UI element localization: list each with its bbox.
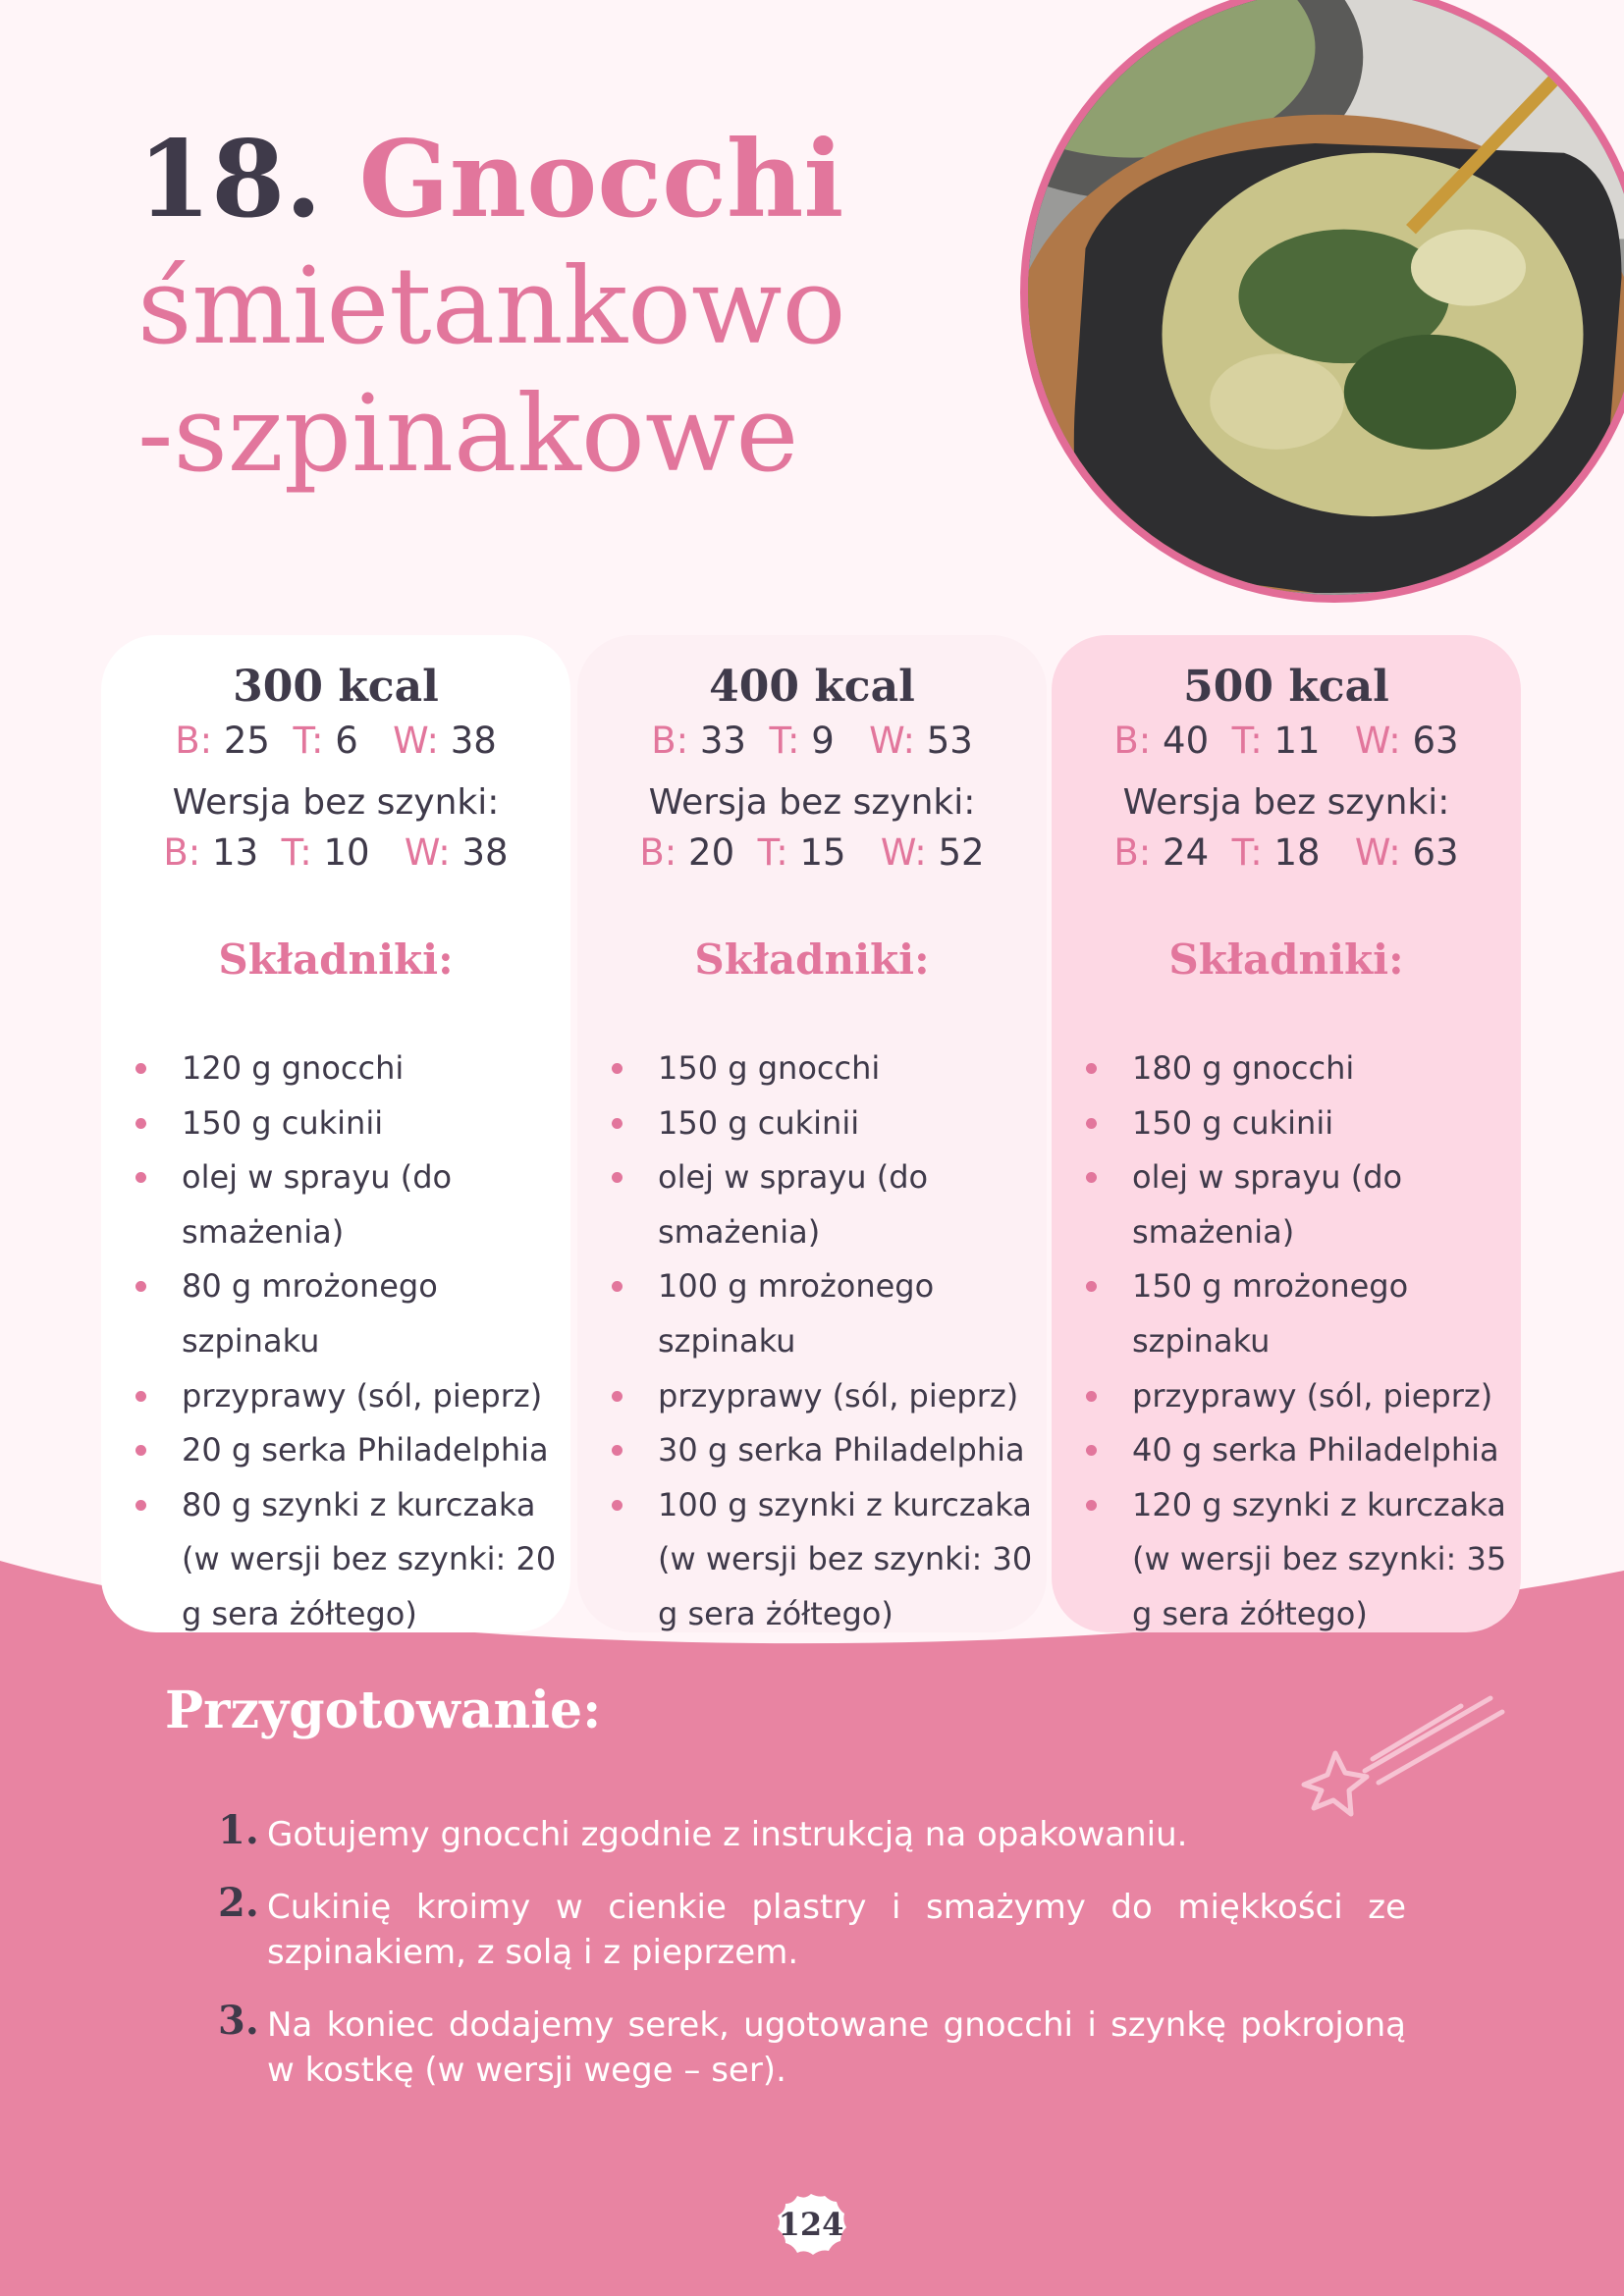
version-label: Wersja bez szynki:: [1122, 782, 1450, 823]
macros-line: [1052, 720, 1521, 762]
carbs-value: 63: [1412, 720, 1459, 762]
fat-value: 15: [799, 831, 846, 874]
carbs-label: W:: [1354, 720, 1401, 762]
ingredients-list: [135, 1041, 561, 1642]
ingredient-item: 100 g szynki z kurczaka (w wersji bez szynki: 30 g sera żółtego): [612, 1478, 1037, 1642]
step-number: 2.: [218, 1880, 259, 1926]
fat-label: T:: [281, 831, 312, 874]
ingredient-item: 120 g szynki z kurczaka (w wersji bez szynki: 35 g sera żółtego): [1086, 1478, 1511, 1642]
step-item: [218, 1998, 1406, 2093]
preparation-steps: [218, 1807, 1406, 2120]
fat-value: 10: [323, 831, 370, 874]
kcal-value: 500 kcal: [1183, 662, 1389, 712]
step-item: [218, 1880, 1406, 1975]
ingredient-item: przyprawy (sól, pieprz): [612, 1369, 1037, 1424]
ingredients-heading: Składniki:: [218, 935, 454, 984]
carbs-value: 53: [926, 720, 973, 762]
ingredient-item: 80 g mrożonego szpinaku: [135, 1259, 561, 1368]
fat-label: T:: [757, 831, 788, 874]
carbs-label: W:: [404, 831, 451, 874]
protein-label: B:: [651, 720, 689, 762]
protein-value: 33: [699, 720, 746, 762]
page-number-badge: [774, 2192, 848, 2257]
ingredient-item: 150 g cukinii: [1086, 1096, 1511, 1151]
preparation-heading: Przygotowanie:: [165, 1681, 602, 1740]
recipe-title-line3: -szpinakowe: [137, 373, 799, 496]
nutrition-column-500: [1052, 635, 1521, 1632]
ingredient-item: 150 g mrożonego szpinaku: [1086, 1259, 1511, 1368]
ingredient-item: 20 g serka Philadelphia: [135, 1423, 561, 1478]
recipe-title-line2: śmietankowo: [137, 245, 846, 368]
carbs-value: 38: [461, 831, 509, 874]
macros-line: [101, 720, 570, 762]
ingredients-heading: Składniki:: [1168, 935, 1404, 984]
fat-label: T:: [769, 720, 800, 762]
ingredient-item: olej w sprayu (do smażenia): [1086, 1150, 1511, 1259]
fat-value: 11: [1273, 720, 1321, 762]
protein-label: B:: [639, 831, 677, 874]
fat-label: T:: [293, 720, 324, 762]
fat-value: 9: [811, 720, 835, 762]
carbs-label: W:: [393, 720, 439, 762]
ingredient-item: 30 g serka Philadelphia: [612, 1423, 1037, 1478]
protein-value: 20: [688, 831, 735, 874]
ingredient-item: 80 g szynki z kurczaka (w wersji bez szynki: 20 g sera żółtego): [135, 1478, 561, 1642]
ingredients-heading: Składniki:: [694, 935, 930, 984]
step-item: [218, 1807, 1406, 1857]
macros-alt-line: [577, 831, 1047, 874]
ingredient-item: 180 g gnocchi: [1086, 1041, 1511, 1096]
ingredient-item: 120 g gnocchi: [135, 1041, 561, 1096]
ingredients-list: [1086, 1041, 1511, 1642]
fat-value: 6: [335, 720, 358, 762]
nutrition-column-300: [101, 635, 570, 1632]
fat-label: T:: [1231, 720, 1263, 762]
step-text: Gotujemy gnocchi zgodnie z instrukcją na opakowaniu.: [267, 1815, 1188, 1854]
step-number: 1.: [218, 1807, 259, 1853]
macros-alt-line: [1052, 831, 1521, 874]
version-label: Wersja bez szynki:: [172, 782, 500, 823]
step-text: Cukinię kroimy w cienkie plastry i smażymy do miękkości ze szpinakiem, z solą i z pieprzem.: [267, 1888, 1406, 1972]
ingredient-item: 150 g gnocchi: [612, 1041, 1037, 1096]
ingredient-item: przyprawy (sól, pieprz): [1086, 1369, 1511, 1424]
ingredient-item: 40 g serka Philadelphia: [1086, 1423, 1511, 1478]
ingredient-item: 100 g mrożonego szpinaku: [612, 1259, 1037, 1368]
nutrition-column-400: [577, 635, 1047, 1632]
version-label: Wersja bez szynki:: [648, 782, 976, 823]
carbs-value: 63: [1412, 831, 1459, 874]
ingredient-item: przyprawy (sól, pieprz): [135, 1369, 561, 1424]
protein-label: B:: [1113, 720, 1152, 762]
ingredient-item: 150 g cukinii: [135, 1096, 561, 1151]
carbs-value: 38: [450, 720, 497, 762]
ingredient-item: 150 g cukinii: [612, 1096, 1037, 1151]
carbs-label: W:: [869, 720, 915, 762]
carbs-label: W:: [880, 831, 927, 874]
dish-photo: [1020, 0, 1624, 603]
step-text: Na koniec dodajemy serek, ugotowane gnocchi i szynkę pokrojoną w kostkę (w wersji wege – ser).: [267, 2005, 1406, 2090]
ingredients-list: [612, 1041, 1037, 1642]
protein-label: B:: [1113, 831, 1152, 874]
kcal-value: 400 kcal: [709, 662, 915, 712]
protein-value: 13: [212, 831, 259, 874]
fat-label: T:: [1231, 831, 1263, 874]
recipe-title-word1: Gnocchi: [358, 118, 844, 241]
page-number: 124: [778, 2206, 844, 2243]
macros-line: [577, 720, 1047, 762]
protein-label: B:: [175, 720, 213, 762]
protein-value: 24: [1163, 831, 1210, 874]
carbs-label: W:: [1354, 831, 1401, 874]
ingredient-item: olej w sprayu (do smażenia): [612, 1150, 1037, 1259]
kcal-value: 300 kcal: [233, 662, 439, 712]
carbs-value: 52: [938, 831, 985, 874]
step-number: 3.: [218, 1998, 259, 2044]
protein-value: 40: [1163, 720, 1210, 762]
protein-value: 25: [223, 720, 270, 762]
fat-value: 18: [1273, 831, 1321, 874]
macros-alt-line: [101, 831, 570, 874]
recipe-title: [137, 116, 846, 499]
recipe-number: 18.: [137, 118, 322, 241]
ingredient-item: olej w sprayu (do smażenia): [135, 1150, 561, 1259]
protein-label: B:: [163, 831, 201, 874]
